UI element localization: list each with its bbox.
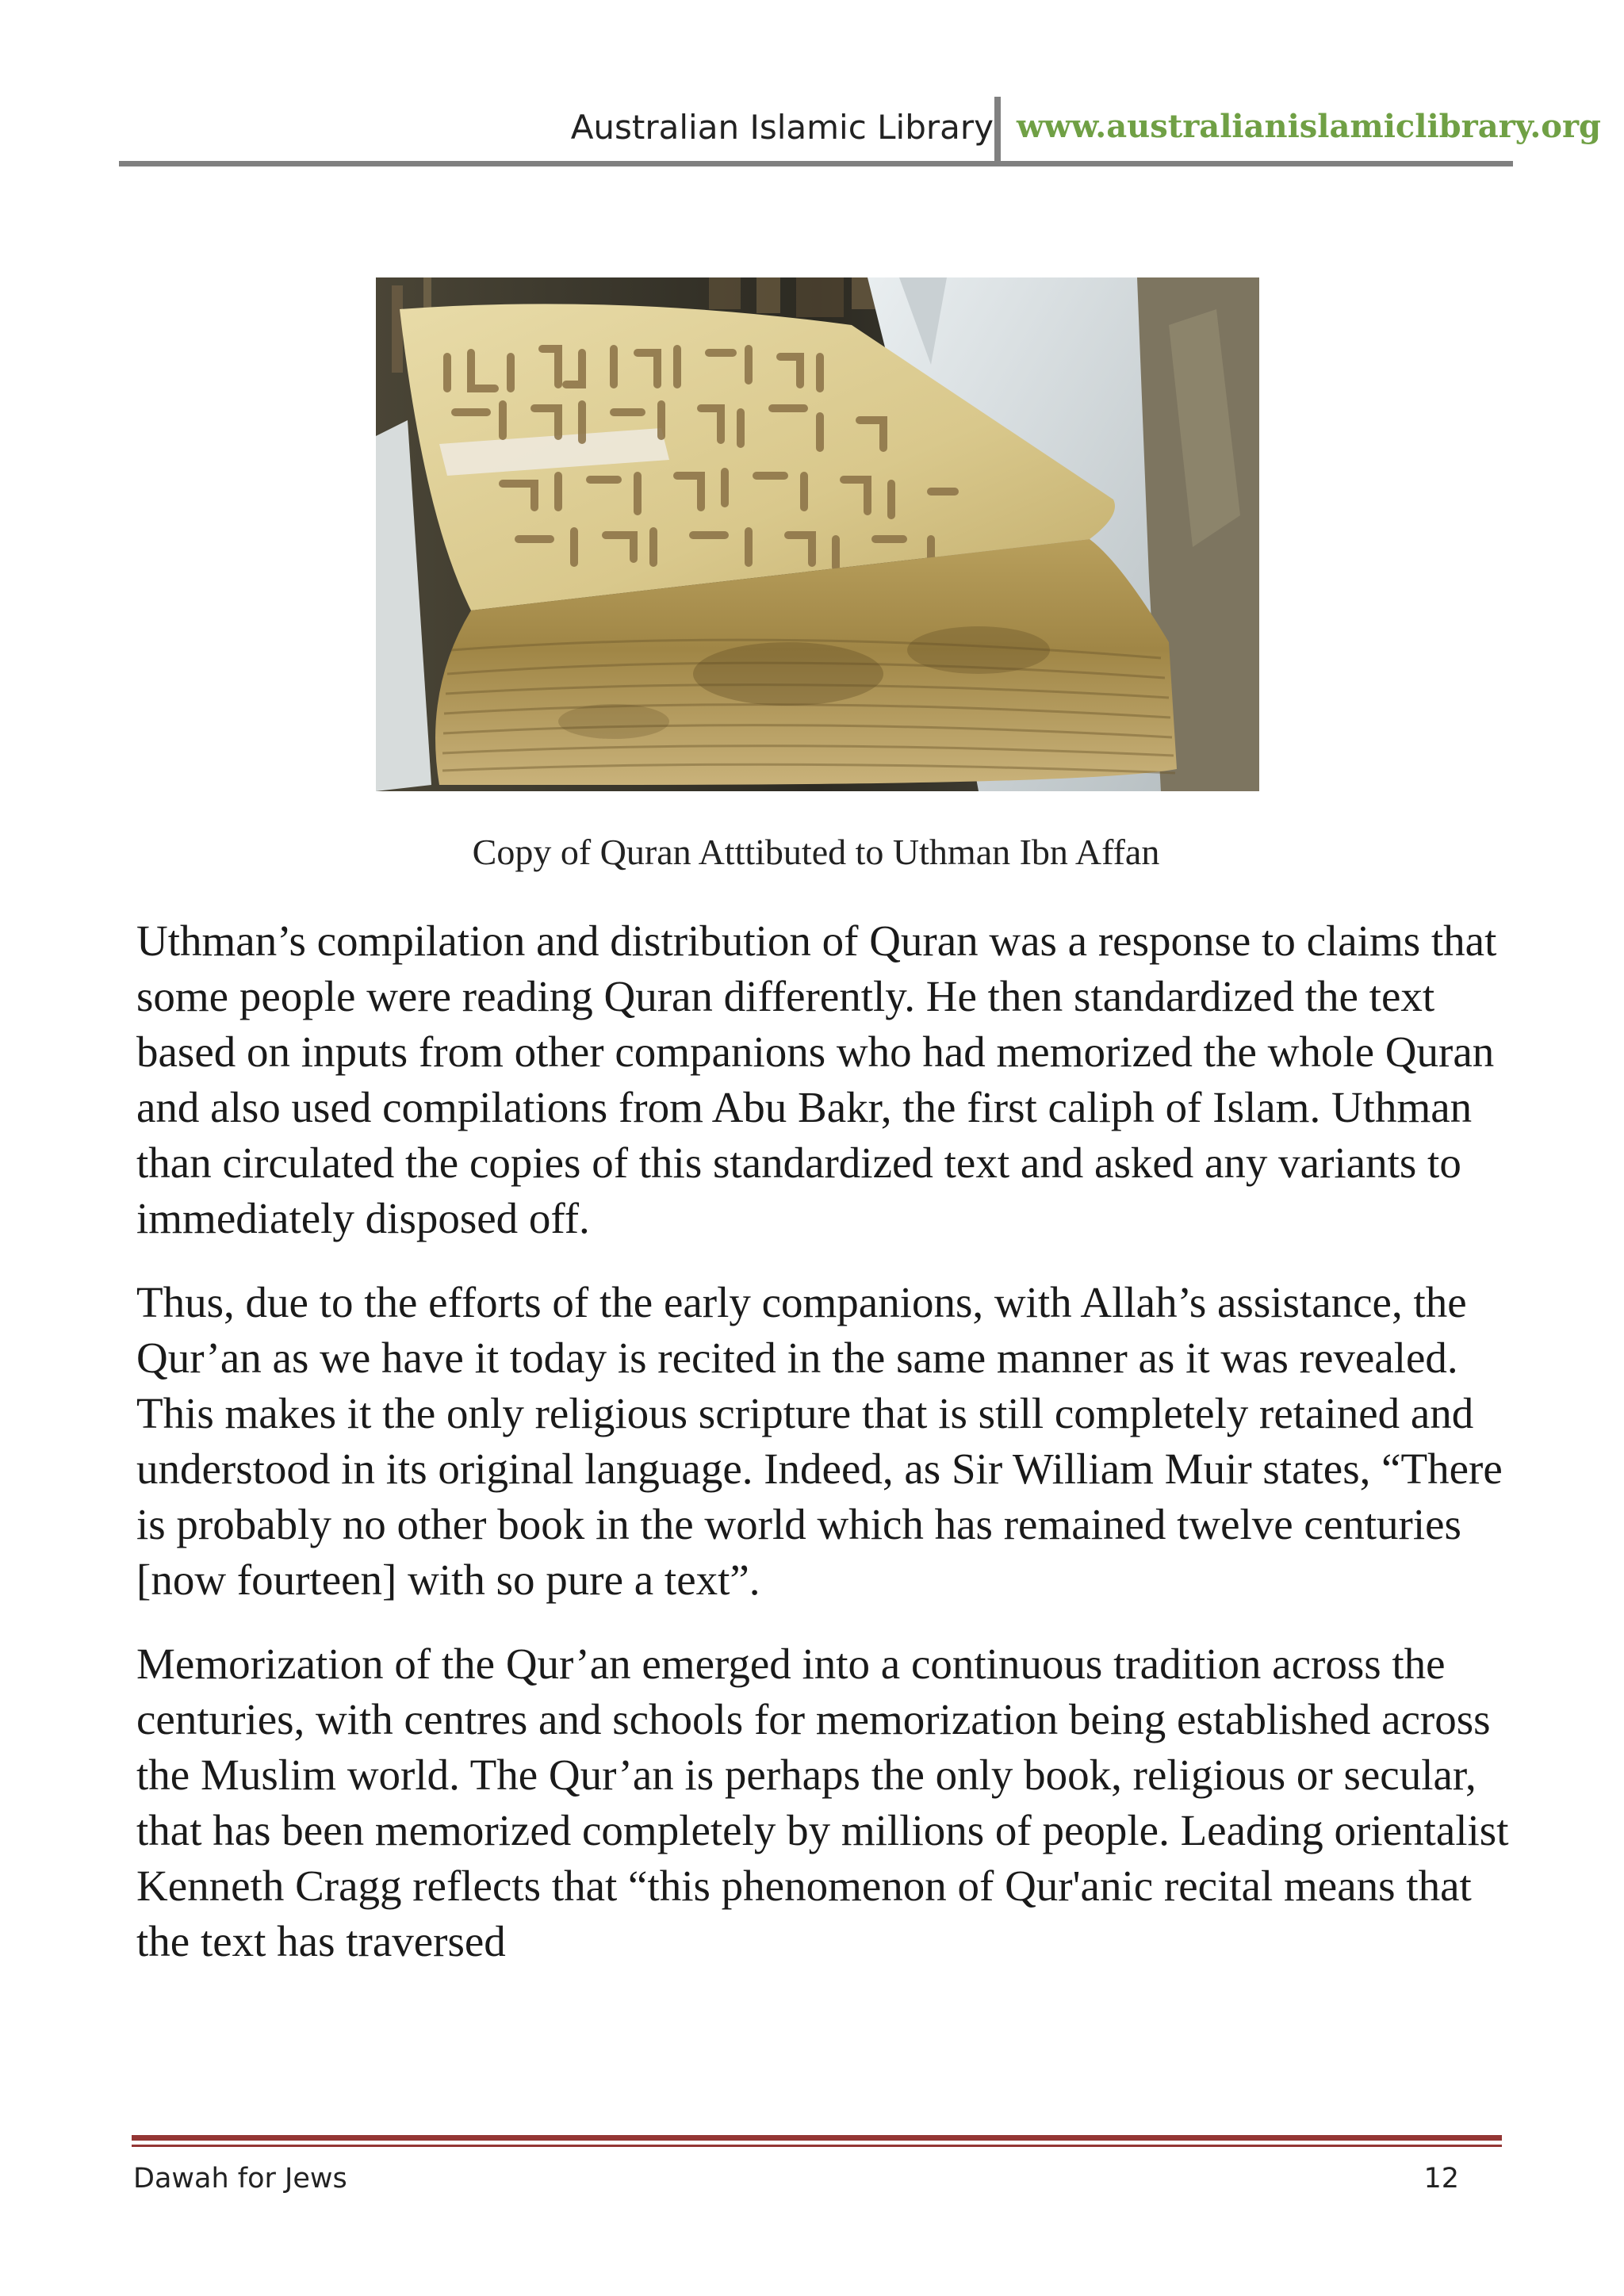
header-library-name: Australian Islamic Library	[570, 108, 994, 147]
page-header	[119, 94, 1602, 166]
footer-rule-thin	[132, 2145, 1502, 2147]
header-rule	[119, 161, 1513, 166]
paragraph: Memorization of the Qur’an emerged into a continuous tradition across the centuries, with centres and schools for memorization being established across the Muslim world. The Qur’an is perhaps the only book, religious or secular, that has been memorized completely by millions of people. Leading orientalist Kenneth Cragg reflects that “this phenomenon of Qur'anic recital means that the text has traversed	[136, 1640, 1509, 1965]
footer-rule-thick	[132, 2135, 1502, 2141]
paragraph: Thus, due to the efforts of the early companions, with Allah’s assistance, the Qur’an as we have it today is recited in the same manner as it was revealed. This makes it the only religious scripture that is still completely retained and understood in its original language. Indeed, as Sir William Muir states, “There is probably no other book in the world which has remained twelve centuries [now fourteen] with so pure a text”.	[136, 1278, 1503, 1604]
page-number: 12	[1423, 2163, 1459, 2195]
footer-document-title: Dawah for Jews	[133, 2163, 347, 2195]
header-separator	[994, 97, 1001, 166]
header-url-link[interactable]: www.australianislamiclibrary.org	[1017, 108, 1602, 145]
figure-caption: Copy of Quran Atttibuted to Uthman Ibn Affan	[472, 832, 1160, 872]
paragraph: Uthman’s compilation and distribution of Quran was a response to claims that some people were reading Quran differently. He then standardized the text based on inputs from other companions who had memorized the whole Quran and also used compilations from Abu Bakr, the first caliph of Islam. Uthman than circulated the copies of this standardized text and asked any variants to immediately disposed off.	[136, 916, 1497, 1242]
manuscript-photo	[376, 277, 1259, 791]
body-text	[136, 913, 1516, 1998]
